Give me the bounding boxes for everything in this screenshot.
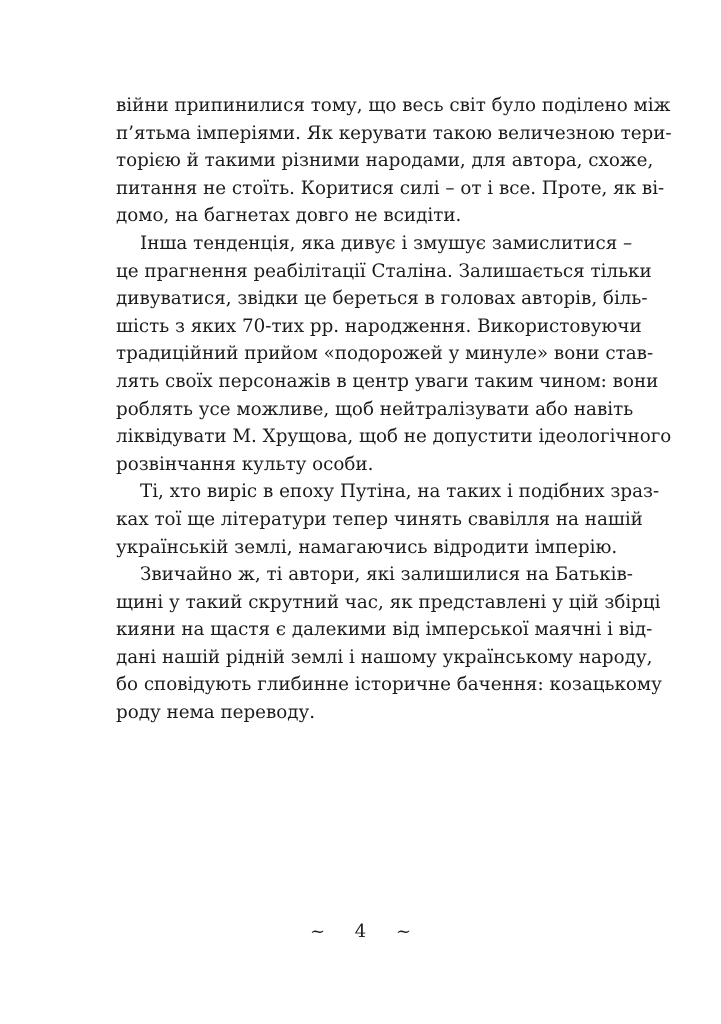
text-line: українській землі, намагаючись відродити імперію. [116, 536, 618, 558]
text-line: Інша тенденція, яка дивує і змушує замислитися – [140, 232, 633, 254]
tilde-ornament-left: ~ [309, 921, 326, 942]
text-line: лять своїх персонажів в центр уваги таким чином: вони [116, 370, 659, 392]
text-line: війни припинилися тому, що весь світ було поділено між [116, 95, 671, 116]
text-line: домо, на багнетах довго не всидіти. [116, 205, 462, 227]
text-line: розвінчання культу особи. [116, 453, 374, 475]
text-line: традиційний прийом «подорожей у минуле» вони став- [116, 343, 654, 365]
text-line: ках тої ще літератури тепер чинять свавілля на нашій [116, 508, 643, 530]
page-footer [0, 920, 721, 944]
text-line: Звичайно ж, ті автори, які залишилися на Батьків- [140, 564, 633, 586]
text-line: дивуватися, звідки це береться в головах авторів, біль- [116, 288, 648, 310]
paragraph-2 [116, 230, 672, 478]
text-line: дані нашій рідній землі і нашому українському народу, [116, 646, 653, 668]
paragraph-4 [116, 561, 662, 727]
tilde-ornament-right: ~ [395, 921, 412, 942]
text-line: ліквідувати М. Хрущова, щоб не допустити ідеологічного [116, 426, 672, 448]
text-line: Ті, хто виріс в епоху Путіна, на таких і подібних зраз- [140, 481, 660, 503]
text-line: торією й такими різними народами, для автора, схоже, [116, 150, 654, 172]
text-line: роблять усе можливе, щоб нейтралізувати або навіть [116, 398, 634, 420]
page-number: 4 [354, 921, 367, 942]
text-line: п’ятьма імперіями. Як керувати такою величезною тери- [116, 122, 672, 144]
paragraph-1 [116, 92, 672, 230]
page-body-text [116, 92, 672, 727]
text-line: кияни на щастя є далекими від імперської маячні і від- [116, 619, 653, 641]
text-line: питання не стоїть. Коритися силі – от і все. Проте, як ві- [116, 177, 665, 199]
paragraph-3 [116, 478, 660, 561]
text-line: шість з яких 70-тих рр. народження. Використовуючи [116, 315, 642, 337]
text-line: бо сповідують глибинне історичне бачення: козацькому [116, 674, 662, 696]
text-line: щині у такий скрутний час, як представлені у цій збірці [116, 591, 661, 613]
text-line: це прагнення реабілітації Сталіна. Залишається тільки [116, 260, 652, 282]
text-line: роду нема переводу. [116, 702, 316, 724]
